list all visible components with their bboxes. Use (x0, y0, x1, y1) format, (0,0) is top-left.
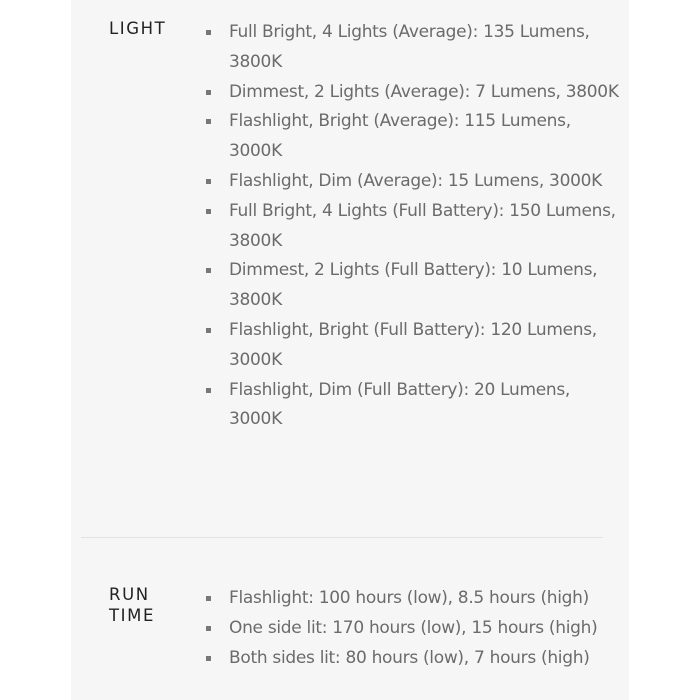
spec-panel (71, 0, 629, 700)
bullet-icon (206, 30, 211, 35)
light-spec-text: Dimmest, 2 Lights (Average): 7 Lumens, 3800K (229, 81, 619, 102)
light-spec-text: Dimmest, 2 Lights (Full Battery): 10 Lumens, 3800K (229, 260, 598, 311)
light-spec-item (204, 376, 624, 436)
light-label-text: LIGHT (109, 19, 167, 38)
light-spec-item (204, 167, 624, 197)
section-divider (81, 537, 603, 538)
runtime-spec-item (204, 644, 624, 674)
runtime-label (109, 584, 169, 626)
light-spec-list (204, 18, 624, 435)
runtime-spec-item (204, 614, 624, 644)
runtime-spec-text: Both sides lit: 80 hours (low), 7 hours (high) (229, 647, 590, 668)
runtime-spec-item (204, 584, 624, 614)
light-spec-item (204, 18, 624, 78)
bullet-icon (206, 119, 211, 124)
bullet-icon (206, 209, 211, 214)
light-spec-item (204, 197, 624, 257)
runtime-label-line1: RUN (109, 585, 150, 604)
bullet-icon (206, 179, 211, 184)
bullet-icon (206, 596, 211, 601)
bullet-icon (206, 268, 211, 273)
runtime-label-line2: TIME (109, 606, 156, 625)
light-spec-item (204, 256, 624, 316)
bullet-icon (206, 328, 211, 333)
light-spec-item (204, 78, 624, 108)
light-spec-item (204, 107, 624, 167)
light-label (109, 18, 169, 39)
light-spec-item (204, 316, 624, 376)
bullet-icon (206, 626, 211, 631)
light-spec-text: Flashlight, Dim (Full Battery): 20 Lumens, 3000K (229, 379, 571, 430)
runtime-spec-text: One side lit: 170 hours (low), 15 hours (high) (229, 617, 598, 638)
runtime-spec-list (204, 584, 624, 673)
light-spec-text: Full Bright, 4 Lights (Average): 135 Lumens, 3800K (229, 22, 590, 72)
light-spec-text: Flashlight, Bright (Average): 115 Lumens, 3000K (229, 111, 571, 162)
bullet-icon (206, 656, 211, 661)
bullet-icon (206, 90, 211, 95)
light-spec-text: Flashlight, Bright (Full Battery): 120 Lumens, 3000K (229, 319, 597, 370)
runtime-spec-text: Flashlight: 100 hours (low), 8.5 hours (high) (229, 588, 589, 608)
light-spec-text: Flashlight, Dim (Average): 15 Lumens, 3000K (229, 170, 602, 191)
bullet-icon (206, 388, 211, 393)
light-spec-text: Full Bright, 4 Lights (Full Battery): 150 Lumens, 3800K (229, 200, 616, 251)
